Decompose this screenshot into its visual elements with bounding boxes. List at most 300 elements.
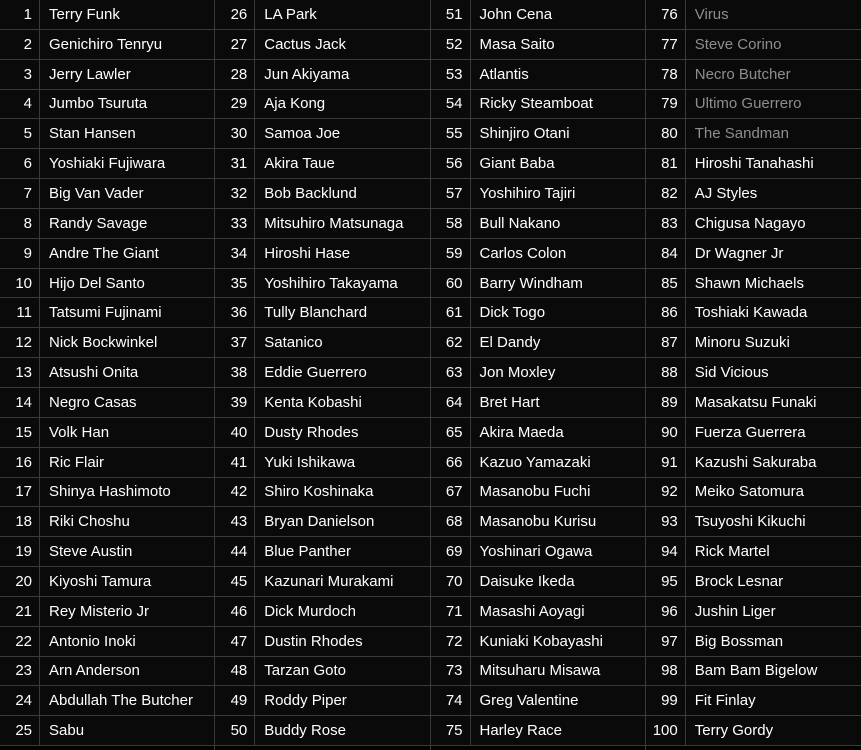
table-row [215, 30, 429, 60]
name-cell: LA Park [264, 5, 317, 23]
table-row [215, 149, 429, 179]
ranking-column [0, 0, 215, 750]
rank-cell: 15 [0, 418, 40, 447]
name-cell: Dick Murdoch [264, 602, 356, 620]
name-cell: Cactus Jack [264, 35, 346, 53]
name-cell: Mitsuhiro Matsunaga [264, 214, 404, 232]
table-row [215, 328, 429, 358]
table-row [0, 627, 214, 657]
name-cell: Masanobu Fuchi [479, 483, 591, 501]
table-row [0, 298, 214, 328]
rank-cell: 60 [431, 269, 471, 298]
rank-cell: 78 [646, 60, 686, 89]
table-row [215, 567, 429, 597]
name-cell: Shawn Michaels [694, 274, 804, 292]
table-row [646, 358, 861, 388]
name-cell: Kuniaki Kobayashi [479, 632, 603, 650]
table-row [646, 90, 861, 120]
name-cell: Terry Gordy [694, 722, 774, 740]
table-row [431, 478, 645, 508]
name-cell: Daisuke Ikeda [479, 572, 575, 590]
name-cell: AJ Styles [694, 184, 758, 202]
name-cell: Bull Nakano [479, 214, 561, 232]
name-cell: Steve Austin [49, 543, 133, 561]
name-cell: Ricky Steamboat [479, 95, 593, 113]
rank-cell: 16 [0, 448, 40, 477]
rank-cell: 66 [431, 448, 471, 477]
rank-cell: 96 [646, 597, 686, 626]
name-cell: Atlantis [479, 65, 529, 83]
name-cell: Masakatsu Funaki [694, 393, 817, 411]
rank-cell: 30 [215, 119, 255, 148]
rank-cell: 2 [0, 30, 40, 59]
table-row [431, 716, 645, 746]
name-cell: Necro Butcher [694, 65, 791, 83]
rank-cell: 17 [0, 478, 40, 507]
rank-cell: 62 [431, 328, 471, 357]
name-cell: Dusty Rhodes [264, 423, 359, 441]
name-cell: Shinjiro Otani [479, 125, 570, 143]
name-cell: Abdullah The Butcher [49, 692, 193, 710]
table-row [215, 388, 429, 418]
name-cell: Steve Corino [694, 35, 782, 53]
rank-cell: 67 [431, 478, 471, 507]
name-cell: Bret Hart [479, 393, 540, 411]
rank-cell: 31 [215, 149, 255, 178]
name-cell: Bob Backlund [264, 184, 357, 202]
rank-cell: 87 [646, 328, 686, 357]
table-row [0, 328, 214, 358]
name-cell: Carlos Colon [479, 244, 567, 262]
table-row [215, 90, 429, 120]
rank-cell: 56 [431, 149, 471, 178]
ranking-column [646, 0, 861, 750]
name-cell: Dr Wagner Jr [694, 244, 784, 262]
name-cell: Tarzan Goto [264, 662, 346, 680]
table-row [0, 149, 214, 179]
table-row [431, 90, 645, 120]
rank-cell: 45 [215, 567, 255, 596]
table-row [646, 0, 861, 30]
rank-cell: 57 [431, 179, 471, 208]
name-cell: Sid Vicious [694, 364, 769, 382]
rank-cell: 11 [0, 298, 40, 327]
table-row [0, 209, 214, 239]
name-cell: Aja Kong [264, 95, 326, 113]
name-cell: Atsushi Onita [49, 364, 139, 382]
table-row [0, 507, 214, 537]
name-cell: Hijo Del Santo [49, 274, 145, 292]
table-row [215, 0, 429, 30]
table-row [0, 716, 214, 746]
rank-cell: 9 [0, 239, 40, 268]
name-cell: Rick Martel [694, 543, 770, 561]
table-row [431, 597, 645, 627]
name-cell: Akira Taue [264, 155, 335, 173]
rank-cell: 84 [646, 239, 686, 268]
table-row [0, 478, 214, 508]
rank-cell: 68 [431, 507, 471, 536]
table-row [431, 298, 645, 328]
table-row [0, 657, 214, 687]
table-row [646, 686, 861, 716]
name-cell: Ric Flair [49, 453, 104, 471]
ranking-column [431, 0, 646, 750]
name-cell: Buddy Rose [264, 722, 346, 740]
name-cell: Chigusa Nagayo [694, 214, 806, 232]
table-row [431, 686, 645, 716]
table-row [215, 209, 429, 239]
table-row [646, 537, 861, 567]
rank-cell: 27 [215, 30, 255, 59]
rank-cell: 51 [431, 0, 471, 29]
table-row [0, 358, 214, 388]
rank-cell: 5 [0, 119, 40, 148]
rank-cell: 70 [431, 567, 471, 596]
table-row [0, 537, 214, 567]
name-cell: Yoshinari Ogawa [479, 543, 593, 561]
rank-cell: 95 [646, 567, 686, 596]
name-cell: Dick Togo [479, 304, 546, 322]
name-cell: Yoshihiro Takayama [264, 274, 398, 292]
rank-cell: 24 [0, 686, 40, 715]
name-cell: Kazunari Murakami [264, 572, 394, 590]
rank-cell: 55 [431, 119, 471, 148]
table-row [0, 567, 214, 597]
rank-cell: 65 [431, 418, 471, 447]
name-cell: Sabu [49, 722, 85, 740]
name-cell: Meiko Satomura [694, 483, 804, 501]
name-cell: Masashi Aoyagi [479, 602, 585, 620]
table-row [646, 478, 861, 508]
table-row [0, 60, 214, 90]
name-cell: Negro Casas [49, 393, 137, 411]
table-row [646, 298, 861, 328]
rank-cell: 69 [431, 537, 471, 566]
table-row [646, 60, 861, 90]
name-cell: Jushin Liger [694, 602, 776, 620]
table-row [431, 119, 645, 149]
table-row [215, 418, 429, 448]
name-cell: Minoru Suzuki [694, 334, 790, 352]
name-cell: Harley Race [479, 722, 563, 740]
table-row [431, 328, 645, 358]
name-cell: Brock Lesnar [694, 572, 784, 590]
rank-cell: 10 [0, 269, 40, 298]
rank-cell: 19 [0, 537, 40, 566]
name-cell: Kazushi Sakuraba [694, 453, 817, 471]
name-cell: Fuerza Guerrera [694, 423, 806, 441]
rank-cell: 21 [0, 597, 40, 626]
table-row [0, 269, 214, 299]
rank-cell: 33 [215, 209, 255, 238]
table-row [431, 30, 645, 60]
rank-cell: 4 [0, 90, 40, 119]
rank-cell: 86 [646, 298, 686, 327]
table-row [646, 418, 861, 448]
table-row [215, 269, 429, 299]
name-cell: Jun Akiyama [264, 65, 350, 83]
name-cell: Virus [694, 5, 729, 23]
rank-cell: 42 [215, 478, 255, 507]
rank-cell: 26 [215, 0, 255, 29]
rank-cell: 91 [646, 448, 686, 477]
table-row [646, 209, 861, 239]
table-row [431, 567, 645, 597]
rank-cell: 23 [0, 657, 40, 686]
table-row [215, 716, 429, 746]
name-cell: Akira Maeda [479, 423, 564, 441]
name-cell: Shinya Hashimoto [49, 483, 171, 501]
name-cell: Jumbo Tsuruta [49, 95, 148, 113]
name-cell: Bam Bam Bigelow [694, 662, 818, 680]
ranking-column [215, 0, 430, 750]
rank-cell: 99 [646, 686, 686, 715]
rank-cell: 94 [646, 537, 686, 566]
table-row [431, 418, 645, 448]
table-row [0, 30, 214, 60]
name-cell: John Cena [479, 5, 553, 23]
rank-cell: 29 [215, 90, 255, 119]
column-filler [0, 746, 214, 750]
name-cell: Yuki Ishikawa [264, 453, 356, 471]
table-row [646, 716, 861, 746]
rank-cell: 100 [646, 716, 686, 745]
rank-cell: 13 [0, 358, 40, 387]
rank-cell: 40 [215, 418, 255, 447]
rank-cell: 32 [215, 179, 255, 208]
name-cell: Shiro Koshinaka [264, 483, 374, 501]
table-row [646, 149, 861, 179]
name-cell: Samoa Joe [264, 125, 341, 143]
table-row [215, 597, 429, 627]
table-row [646, 179, 861, 209]
rank-cell: 85 [646, 269, 686, 298]
rank-cell: 3 [0, 60, 40, 89]
name-cell: Volk Han [49, 423, 110, 441]
rank-cell: 38 [215, 358, 255, 387]
column-filler [431, 746, 645, 750]
table-row [0, 239, 214, 269]
table-row [431, 239, 645, 269]
name-cell: Bryan Danielson [264, 513, 375, 531]
name-cell: Hiroshi Hase [264, 244, 351, 262]
name-cell: Hiroshi Tanahashi [694, 155, 814, 173]
table-row [646, 269, 861, 299]
table-row [215, 686, 429, 716]
table-row [215, 298, 429, 328]
name-cell: Terry Funk [49, 5, 120, 23]
table-row [215, 239, 429, 269]
rank-cell: 7 [0, 179, 40, 208]
rank-cell: 93 [646, 507, 686, 536]
table-row [646, 597, 861, 627]
table-row [215, 657, 429, 687]
table-row [215, 179, 429, 209]
rank-cell: 43 [215, 507, 255, 536]
name-cell: Mitsuharu Misawa [479, 662, 601, 680]
table-row [431, 269, 645, 299]
rank-cell: 63 [431, 358, 471, 387]
rank-cell: 52 [431, 30, 471, 59]
column-filler [646, 746, 861, 750]
rank-cell: 58 [431, 209, 471, 238]
name-cell: The Sandman [694, 125, 789, 143]
name-cell: Yoshiaki Fujiwara [49, 155, 166, 173]
rank-cell: 14 [0, 388, 40, 417]
table-row [646, 507, 861, 537]
rank-cell: 37 [215, 328, 255, 357]
table-row [431, 209, 645, 239]
name-cell: Kiyoshi Tamura [49, 572, 152, 590]
name-cell: Nick Bockwinkel [49, 334, 158, 352]
name-cell: Stan Hansen [49, 125, 136, 143]
table-row [0, 179, 214, 209]
rank-cell: 18 [0, 507, 40, 536]
name-cell: Dustin Rhodes [264, 632, 363, 650]
name-cell: Rey Misterio Jr [49, 602, 150, 620]
name-cell: Big Bossman [694, 632, 784, 650]
name-cell: Jerry Lawler [49, 65, 131, 83]
table-row [431, 60, 645, 90]
rank-cell: 54 [431, 90, 471, 119]
table-row [0, 448, 214, 478]
rank-cell: 81 [646, 149, 686, 178]
table-row [215, 448, 429, 478]
name-cell: Andre The Giant [49, 244, 159, 262]
name-cell: Blue Panther [264, 543, 351, 561]
rank-cell: 41 [215, 448, 255, 477]
rank-cell: 98 [646, 657, 686, 686]
table-row [431, 149, 645, 179]
table-row [215, 478, 429, 508]
rank-cell: 61 [431, 298, 471, 327]
table-row [215, 627, 429, 657]
name-cell: Greg Valentine [479, 692, 579, 710]
rank-cell: 34 [215, 239, 255, 268]
rank-cell: 71 [431, 597, 471, 626]
name-cell: Barry Windham [479, 274, 583, 292]
rank-cell: 82 [646, 179, 686, 208]
name-cell: Kenta Kobashi [264, 393, 362, 411]
table-row [0, 686, 214, 716]
name-cell: Arn Anderson [49, 662, 140, 680]
table-row [431, 448, 645, 478]
rank-cell: 36 [215, 298, 255, 327]
rank-cell: 83 [646, 209, 686, 238]
table-row [431, 507, 645, 537]
table-row [0, 90, 214, 120]
table-row [215, 119, 429, 149]
rank-cell: 12 [0, 328, 40, 357]
name-cell: Toshiaki Kawada [694, 304, 808, 322]
table-row [431, 358, 645, 388]
rank-cell: 50 [215, 716, 255, 745]
rank-cell: 35 [215, 269, 255, 298]
table-row [646, 657, 861, 687]
table-row [646, 239, 861, 269]
table-row [646, 567, 861, 597]
table-row [646, 30, 861, 60]
table-row [431, 657, 645, 687]
name-cell: Genichiro Tenryu [49, 35, 163, 53]
table-row [0, 0, 214, 30]
rank-cell: 79 [646, 90, 686, 119]
rank-cell: 6 [0, 149, 40, 178]
name-cell: Tully Blanchard [264, 304, 368, 322]
rank-cell: 44 [215, 537, 255, 566]
name-cell: Kazuo Yamazaki [479, 453, 591, 471]
rank-cell: 77 [646, 30, 686, 59]
name-cell: Giant Baba [479, 155, 555, 173]
rank-cell: 25 [0, 716, 40, 745]
table-row [646, 328, 861, 358]
table-row [646, 448, 861, 478]
table-row [431, 627, 645, 657]
table-row [215, 60, 429, 90]
rank-cell: 90 [646, 418, 686, 447]
name-cell: Tatsumi Fujinami [49, 304, 162, 322]
table-row [215, 537, 429, 567]
rank-cell: 89 [646, 388, 686, 417]
table-row [0, 418, 214, 448]
rank-cell: 46 [215, 597, 255, 626]
rank-cell: 39 [215, 388, 255, 417]
name-cell: Yoshihiro Tajiri [479, 184, 576, 202]
rank-cell: 48 [215, 657, 255, 686]
table-row [431, 179, 645, 209]
rank-cell: 97 [646, 627, 686, 656]
name-cell: Eddie Guerrero [264, 364, 367, 382]
rank-cell: 80 [646, 119, 686, 148]
rank-cell: 76 [646, 0, 686, 29]
rank-cell: 53 [431, 60, 471, 89]
rank-cell: 73 [431, 657, 471, 686]
table-row [215, 507, 429, 537]
table-row [0, 597, 214, 627]
table-row [646, 119, 861, 149]
name-cell: Tsuyoshi Kikuchi [694, 513, 806, 531]
table-row [215, 358, 429, 388]
name-cell: Masa Saito [479, 35, 555, 53]
table-row [646, 388, 861, 418]
rank-cell: 72 [431, 627, 471, 656]
table-row [0, 388, 214, 418]
column-filler [215, 746, 429, 750]
table-row [431, 0, 645, 30]
name-cell: El Dandy [479, 334, 541, 352]
rank-cell: 88 [646, 358, 686, 387]
table-row [431, 537, 645, 567]
name-cell: Roddy Piper [264, 692, 347, 710]
rank-cell: 49 [215, 686, 255, 715]
name-cell: Masanobu Kurisu [479, 513, 597, 531]
rank-cell: 74 [431, 686, 471, 715]
rank-cell: 20 [0, 567, 40, 596]
name-cell: Satanico [264, 334, 323, 352]
name-cell: Jon Moxley [479, 364, 556, 382]
rank-cell: 75 [431, 716, 471, 745]
name-cell: Ultimo Guerrero [694, 95, 802, 113]
rank-cell: 47 [215, 627, 255, 656]
rank-cell: 1 [0, 0, 40, 29]
rank-cell: 28 [215, 60, 255, 89]
rank-cell: 22 [0, 627, 40, 656]
rank-cell: 8 [0, 209, 40, 238]
name-cell: Randy Savage [49, 214, 148, 232]
name-cell: Riki Choshu [49, 513, 130, 531]
table-row [646, 627, 861, 657]
